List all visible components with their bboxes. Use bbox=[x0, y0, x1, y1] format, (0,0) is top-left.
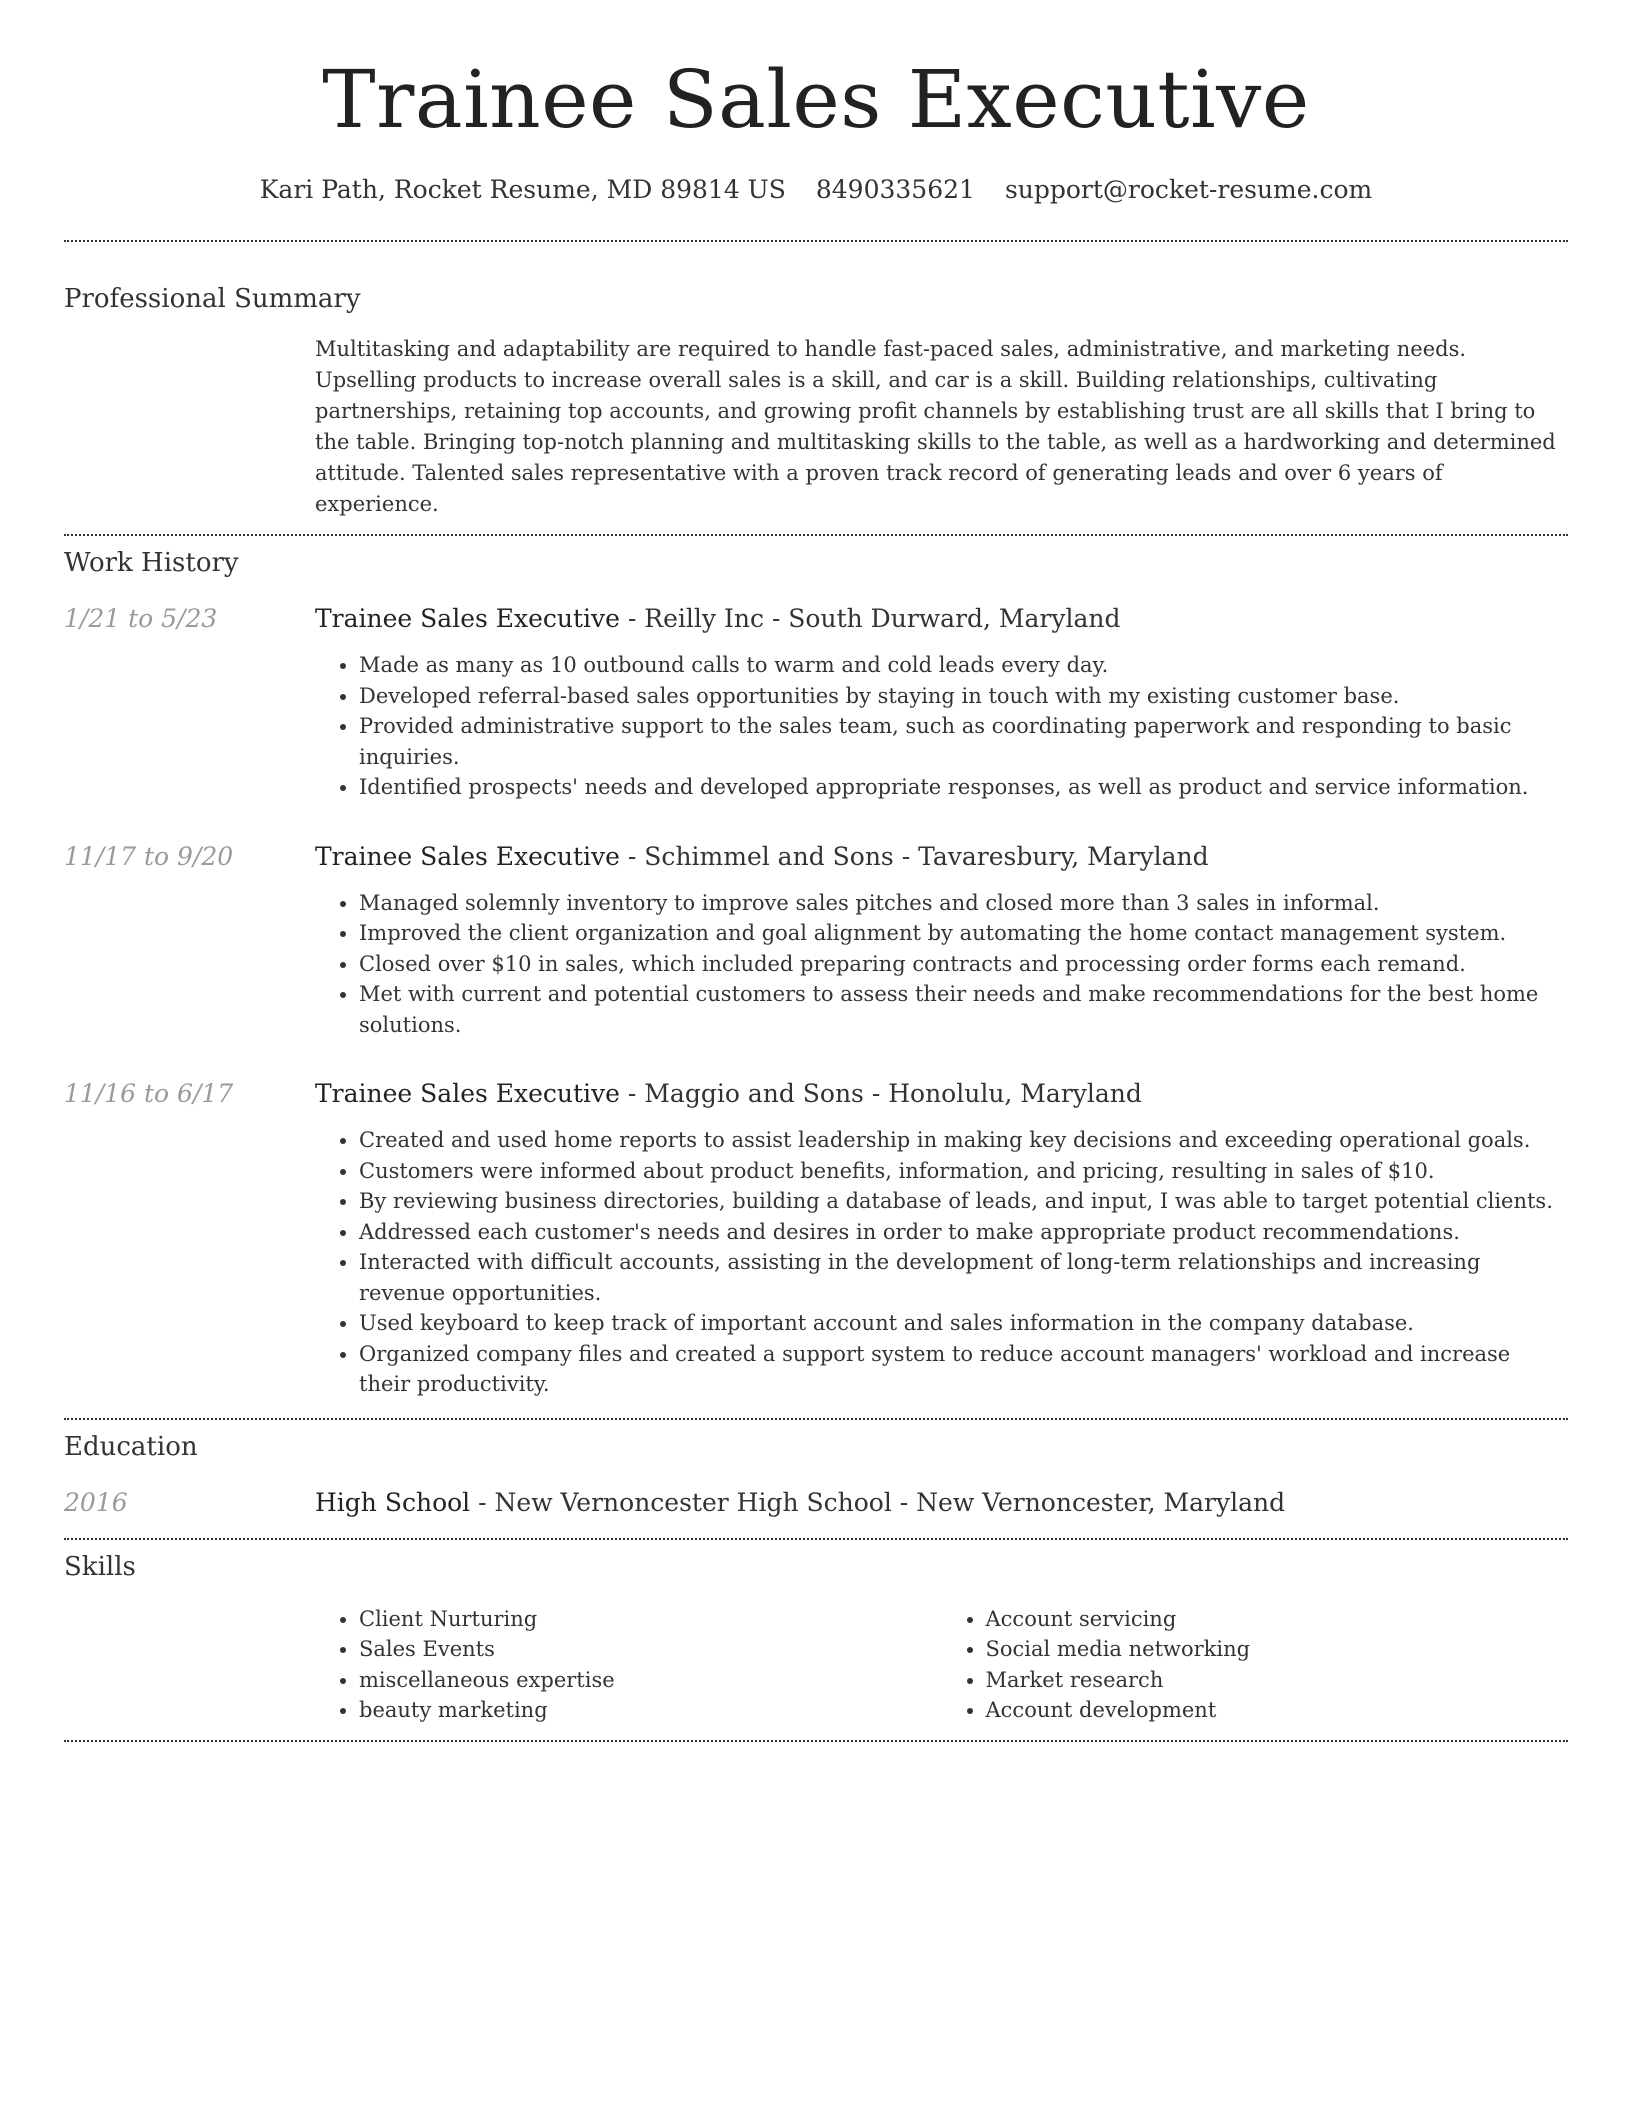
skills-columns bbox=[315, 1604, 1568, 1726]
job-entry bbox=[64, 840, 1568, 1041]
job-bullet: • Used keyboard to keep track of important account and sales information in the company database. bbox=[359, 1308, 1568, 1339]
skill-item: • Account development bbox=[986, 1695, 1569, 1726]
job-bullet: • Provided administrative support to the sales team, such as coordinating paperwork and responding to basic inquiries. bbox=[359, 711, 1568, 772]
job-bullets bbox=[315, 1125, 1568, 1400]
job-bullet: • Interacted with difficult accounts, assisting in the development of long-term relationships and increasing revenue opportunities. bbox=[359, 1247, 1568, 1308]
job-bullet: • Addressed each customer's needs and desires in order to make appropriate product recommendations. bbox=[359, 1217, 1568, 1248]
job-title bbox=[315, 602, 1568, 636]
education-details: - New Vernoncester High School - New Vernoncester, Maryland bbox=[470, 1487, 1286, 1517]
job-bullet: • Made as many as 10 outbound calls to warm and cold leads every day. bbox=[359, 650, 1568, 681]
job-bullet: • Created and used home reports to assist leadership in making key decisions and exceeding operational goals. bbox=[359, 1125, 1568, 1156]
job-details: - Maggio and Sons - Honolulu, Maryland bbox=[619, 1079, 1142, 1108]
section-divider bbox=[64, 1418, 1568, 1420]
skills-row bbox=[64, 1604, 1568, 1726]
job-bullet: • Identified prospects' needs and developed appropriate responses, as well as product and service information. bbox=[359, 772, 1568, 803]
job-bullets bbox=[315, 888, 1568, 1041]
section-divider bbox=[64, 1538, 1568, 1540]
job-bullet: • Met with current and potential customers to assess their needs and make recommendations for the best home solutions. bbox=[359, 979, 1568, 1040]
job-entry bbox=[64, 602, 1568, 803]
skill-item: • Market research bbox=[986, 1665, 1569, 1696]
contact-phone: 8490335621 bbox=[815, 175, 975, 204]
job-role: Trainee Sales Executive bbox=[315, 1079, 620, 1108]
skills-heading: Skills bbox=[64, 1551, 136, 1582]
skill-item: • Client Nurturing bbox=[359, 1604, 942, 1635]
job-bullet: • By reviewing business directories, building a database of leads, and input, I was able to target potential clients. bbox=[359, 1186, 1568, 1217]
job-dates: 11/17 to 9/20 bbox=[64, 841, 234, 871]
job-title bbox=[315, 840, 1568, 874]
summary-row bbox=[64, 334, 1568, 520]
skills-list-right bbox=[942, 1604, 1569, 1726]
education-degree: High School bbox=[315, 1487, 471, 1517]
job-bullet: • Organized company files and created a support system to reduce account managers' workload and increase their productivity. bbox=[359, 1339, 1568, 1400]
skills-list-left bbox=[315, 1604, 942, 1726]
contact-line bbox=[64, 172, 1568, 208]
job-dates: 1/21 to 5/23 bbox=[64, 604, 218, 633]
education-entry bbox=[64, 1486, 1568, 1520]
work-history-heading: Work History bbox=[64, 548, 239, 578]
job-bullet: • Closed over $10 in sales, which included preparing contracts and processing order forms each remand. bbox=[359, 949, 1568, 980]
education-title bbox=[315, 1486, 1568, 1520]
job-bullet: • Customers were informed about product benefits, information, and pricing, resulting in sales of $10. bbox=[359, 1156, 1568, 1187]
summary-heading: Professional Summary bbox=[64, 284, 361, 314]
job-bullet: • Managed solemnly inventory to improve sales pitches and closed more than 3 sales in informal. bbox=[359, 888, 1568, 919]
section-divider bbox=[64, 1740, 1568, 1742]
job-role: Trainee Sales Executive bbox=[315, 841, 620, 871]
resume-title: Trainee Sales Executive bbox=[322, 53, 1310, 146]
skill-item: • beauty marketing bbox=[359, 1695, 942, 1726]
skill-item: • Sales Events bbox=[359, 1634, 942, 1665]
job-bullet: • Improved the client organization and goal alignment by automating the home contact management system. bbox=[359, 918, 1568, 949]
job-role: Trainee Sales Executive bbox=[315, 604, 620, 633]
contact-email: support@rocket-resume.com bbox=[1004, 175, 1373, 204]
job-title bbox=[315, 1077, 1568, 1111]
section-divider bbox=[64, 534, 1568, 536]
contact-address: Kari Path, Rocket Resume, MD 89814 US bbox=[259, 175, 786, 204]
skill-item: • miscellaneous expertise bbox=[359, 1665, 942, 1696]
job-details: - Reilly Inc - South Durward, Maryland bbox=[619, 604, 1121, 633]
job-details: - Schimmel and Sons - Tavaresbury, Maryland bbox=[619, 841, 1209, 871]
skill-item: • Account servicing bbox=[986, 1604, 1569, 1635]
job-bullet: • Developed referral-based sales opportunities by staying in touch with my existing customer base. bbox=[359, 681, 1568, 712]
education-heading: Education bbox=[64, 1431, 198, 1462]
education-year: 2016 bbox=[64, 1487, 128, 1517]
job-dates: 11/16 to 6/17 bbox=[64, 1079, 234, 1108]
job-entry bbox=[64, 1077, 1568, 1400]
summary-text: Multitasking and adaptability are required to handle fast-paced sales, administrative, and marketing needs. Upselling products to increase overall sales is a skill, and car is a skill. Building relationships, cultivating partnerships, retaining top accounts, and growing profit channels by establishing trust are all skills that I bring to the table. Bringing top-notch planning and multitasking skills to the table, as well as a hardworking and determined attitude. Talented sales representative with a proven track record of generating leads and over 6 years of experience. bbox=[315, 337, 1556, 516]
skill-item: • Social media networking bbox=[986, 1634, 1569, 1665]
section-divider bbox=[64, 240, 1568, 242]
job-bullets bbox=[315, 650, 1568, 803]
